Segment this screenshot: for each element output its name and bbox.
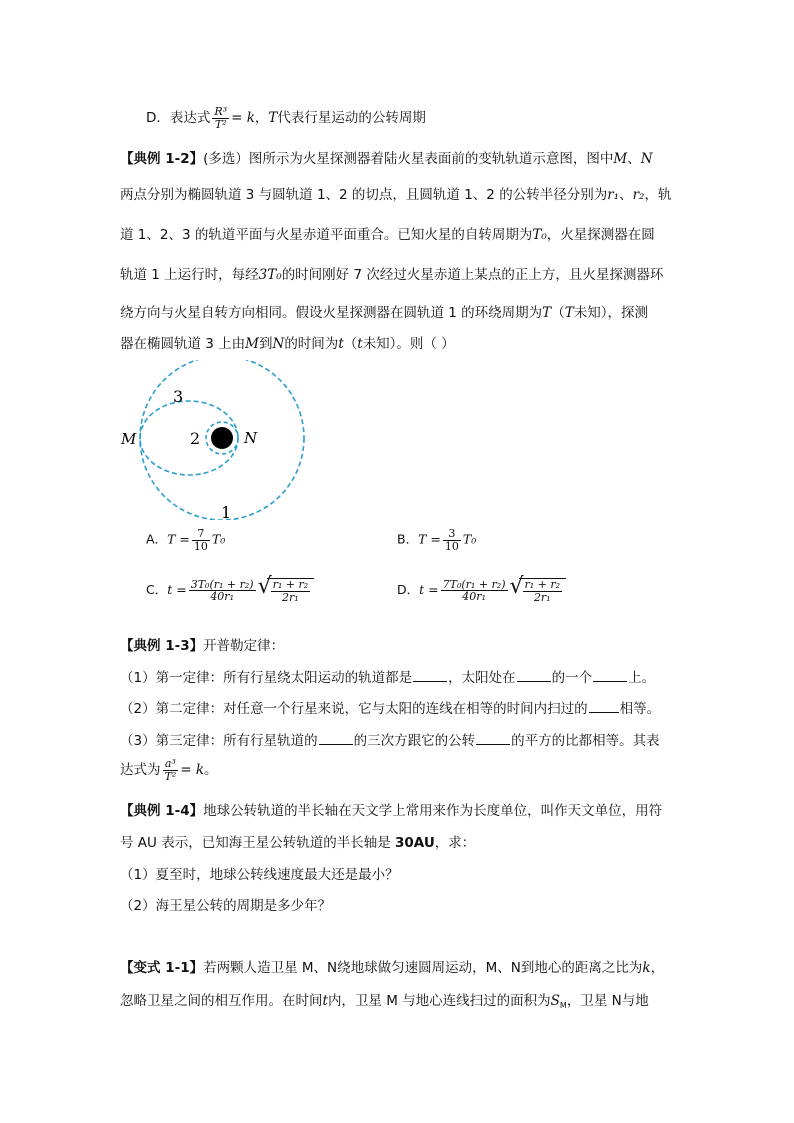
- variable: T₀: [532, 227, 547, 243]
- variable: t: [357, 336, 363, 352]
- option-c[interactable]: [146, 574, 314, 604]
- variable: M: [613, 151, 628, 167]
- label-3: 3: [173, 387, 184, 406]
- numerator: 7: [192, 528, 210, 541]
- example-1-2-line-6: [120, 332, 455, 352]
- option-label: D．: [397, 582, 420, 598]
- example-1-3-line-3: [120, 729, 660, 749]
- fraction: [192, 528, 210, 552]
- numerator: 3: [443, 528, 461, 541]
- numerator: 3T₀(r₁ + r₂): [190, 577, 254, 591]
- text: （1）第一定律：所有行星绕太阳运动的轨道都是: [120, 670, 413, 686]
- example-1-2-line-2: [120, 183, 671, 203]
- text: （: [343, 336, 358, 352]
- text: 器在椭圆轨道 3 上由: [120, 336, 246, 352]
- text: 上。: [628, 670, 656, 686]
- option-d-previous: [146, 106, 426, 130]
- variable: 3T₀: [258, 267, 282, 283]
- denominator: 10: [193, 539, 208, 553]
- example-tag: 【变式 1-1】: [120, 960, 204, 976]
- square-root: [257, 574, 315, 604]
- option-label: D．表达式: [146, 110, 211, 127]
- numerator: r₁ + r₂: [272, 578, 309, 591]
- text: 绕方向与火星自转方向相同。假设火星探测器在圆轨道 1 的环绕周期为: [120, 305, 543, 321]
- example-1-3-line-1: [120, 666, 655, 686]
- variable: k: [642, 960, 651, 976]
- variable: S: [550, 993, 560, 1009]
- denominator: 40r₁: [462, 590, 486, 604]
- text: 到: [259, 336, 273, 352]
- text: (多选）图所示为火星探测器着陆火星表面前的变轨轨道示意图，图中: [203, 151, 614, 167]
- example-tag: 【典例 1-2】: [120, 151, 204, 167]
- text: ，卫星 N与地: [566, 993, 649, 1009]
- option-b[interactable]: [397, 528, 476, 552]
- mars-planet: [211, 427, 233, 449]
- equation-lhs: T =: [418, 531, 441, 547]
- denominator: 2r₁: [282, 590, 299, 604]
- text: 地球公转轨道的半长轴在天文学上常用来作为长度单位，叫作天文单位，用符: [203, 803, 663, 819]
- equation-lhs: t =: [167, 582, 187, 598]
- text: （2）第二定律：对任意一个行星来说，它与太阳的连线在相等的时间内扫过的: [120, 701, 588, 717]
- option-a[interactable]: [146, 528, 225, 552]
- option-label: C．: [146, 582, 168, 598]
- label-1: 1: [221, 503, 232, 520]
- fraction: [443, 528, 461, 552]
- text: 若两颗人造卫星 M、N绕地球做匀速圆周运动，M、N到地心的距离之比为: [203, 960, 643, 976]
- fraction: [523, 579, 563, 603]
- orbit-diagram: [115, 360, 315, 520]
- fraction: [212, 106, 229, 130]
- numerator: r₁ + r₂: [524, 578, 561, 591]
- fill-blank[interactable]: [413, 680, 447, 682]
- option-label: B．: [397, 531, 419, 547]
- text: （3）第三定律：所有行星轨道的: [120, 733, 318, 749]
- text: ，火星探测器在圆: [546, 227, 655, 243]
- text: 道 1、2、3 的轨道平面与火星赤道平面重合。已知火星的自转周期为: [120, 227, 533, 243]
- example-tag: 【典例 1-4】: [120, 803, 204, 819]
- numerator: R³: [214, 105, 228, 118]
- example-1-3-line-2: [120, 697, 660, 717]
- denominator: T²: [214, 117, 227, 131]
- example-1-3-title: [120, 634, 284, 654]
- text: 未知），探测: [573, 305, 648, 321]
- example-1-2-line-3: [120, 223, 655, 243]
- fraction: [441, 579, 508, 603]
- example-1-4-line-2: [120, 831, 475, 851]
- equation-lhs: t =: [419, 582, 439, 598]
- label-m: M: [121, 430, 137, 448]
- variable: r₂: [632, 187, 645, 203]
- equation-lhs: T =: [167, 531, 190, 547]
- text: 相等。: [619, 701, 661, 717]
- radical-sign: √: [509, 574, 524, 599]
- equation-rhs: = k: [180, 762, 205, 779]
- denominator: T²: [164, 769, 177, 783]
- denominator: 10: [444, 539, 459, 553]
- option-d[interactable]: [397, 574, 566, 604]
- fill-blank[interactable]: [593, 680, 627, 682]
- text: 忽略卫星之间的相互作用。在时间: [120, 993, 323, 1009]
- radical-sign: √: [257, 574, 272, 599]
- text: 的时间为: [284, 336, 339, 352]
- text: 的一个: [551, 670, 593, 686]
- example-1-2-line-4: [120, 263, 663, 283]
- fill-blank[interactable]: [476, 743, 510, 745]
- variant-1-1-line-2: [120, 989, 649, 1010]
- variable: M: [245, 336, 259, 352]
- variable: t: [338, 336, 344, 352]
- text: 代表行星运动的公转周期: [277, 110, 426, 127]
- square-root: [509, 574, 567, 604]
- fill-blank[interactable]: [589, 711, 619, 713]
- text: 的平方的比都相等。其表: [511, 733, 660, 749]
- text: 、: [619, 187, 633, 203]
- variable: T₀: [462, 531, 477, 547]
- text: （1）夏至时，地球公转线速度最大还是最小？: [120, 867, 399, 883]
- subscript: M: [559, 1001, 567, 1010]
- example-1-2-line-5: [120, 301, 648, 321]
- label-n: N: [244, 429, 258, 447]
- fraction: [189, 579, 256, 603]
- example-1-3-line-4: [120, 758, 218, 782]
- denominator: 2r₁: [533, 590, 551, 604]
- text: 30AU: [395, 835, 435, 851]
- fill-blank[interactable]: [319, 743, 353, 745]
- example-1-4-line-1: [120, 799, 662, 819]
- variable: N: [640, 151, 653, 167]
- text: 未知）。则（ ）: [362, 336, 455, 352]
- comma: ，: [254, 110, 269, 127]
- fill-blank[interactable]: [517, 680, 551, 682]
- text: ，轨: [644, 187, 672, 203]
- example-1-4-question-1: [120, 863, 399, 883]
- denominator: 40r₁: [210, 590, 234, 604]
- numerator: 7T₀(r₁ + r₂): [442, 577, 506, 591]
- text: ，求：: [434, 835, 476, 851]
- option-label: A．: [146, 531, 168, 547]
- variable: T₀: [211, 531, 226, 547]
- fraction: [271, 579, 311, 603]
- example-tag: 【典例 1-3】: [120, 638, 204, 654]
- variable: T: [268, 110, 278, 127]
- text: 达式为: [120, 762, 161, 779]
- label-2: 2: [190, 429, 201, 448]
- equation-rhs: = k: [231, 110, 255, 127]
- text: ，太阳处在: [448, 670, 516, 686]
- fraction: [163, 758, 179, 782]
- numerator: a³: [163, 758, 179, 771]
- text: （2）海王星公转的周期是多少年？: [120, 898, 332, 914]
- variant-1-1-line-1: [120, 956, 664, 976]
- variable: t: [322, 993, 328, 1009]
- text: 两点分别为椭圆轨道 3 与圆轨道 1、2 的切点，且圆轨道 1、2 的公转半径分别为: [120, 187, 608, 203]
- example-1-2-line-1: [120, 147, 653, 167]
- variable: N: [272, 336, 285, 352]
- example-1-4-question-2: [120, 894, 331, 914]
- variable: T: [542, 305, 552, 321]
- text: 内，卫星 M 与地心连线扫过的面积为: [327, 993, 551, 1009]
- variable: T: [564, 305, 574, 321]
- text: 、: [627, 151, 641, 167]
- text: （: [551, 305, 565, 321]
- variable: r₁: [607, 187, 620, 203]
- text: 号 AU 表示，已知海王星公转轨道的半长轴是: [120, 835, 395, 851]
- text: 的三次方跟它的公转: [353, 733, 476, 749]
- text: 。: [204, 762, 218, 779]
- text: ，: [650, 960, 665, 976]
- text: 开普勒定律：: [203, 638, 285, 654]
- text: 的时间刚好 7 次经过火星赤道上某点的正上方，且火星探测器环: [281, 267, 664, 283]
- text: 轨道 1 上运行时，每经: [120, 267, 259, 283]
